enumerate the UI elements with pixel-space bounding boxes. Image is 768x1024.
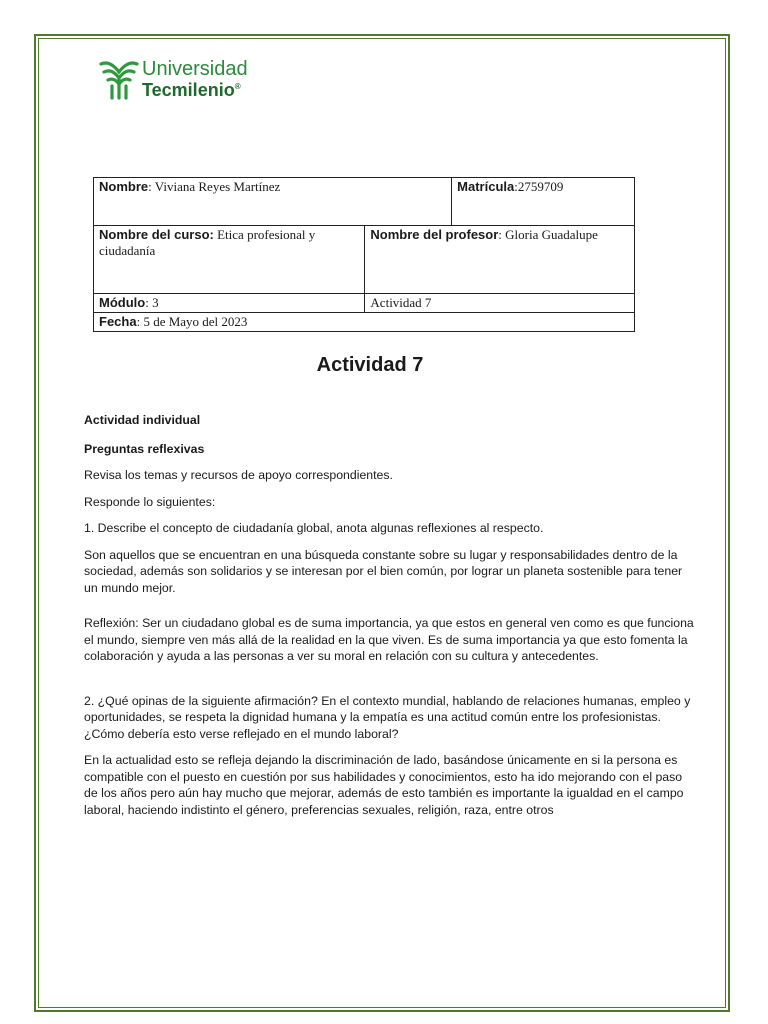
curso-cell: [94, 226, 365, 294]
modulo-label: Módulo: [99, 295, 146, 310]
document-title: Actividad 7: [316, 354, 424, 376]
actividad-value: Actividad 7: [370, 295, 432, 310]
profesor-label: Nombre del profesor: [370, 227, 499, 242]
registered-mark: ®: [234, 82, 241, 91]
fecha-value: : 5 de Mayo del 2023: [136, 314, 248, 329]
nombre-cell: [94, 178, 452, 226]
reflection-1: Reflexión: Ser un ciudadano global es de suma importancia, ya que estos en general ven como es que funciona el mundo, siempre ven más allá de la realidad en la que viven. Es de suma importancia ya que esto fomenta la colaboración y ayuda a las personas a ver su moral en relación con su cultura y antecedentes.: [84, 616, 694, 663]
document-body: [84, 412, 694, 818]
answer-2: En la actualidad esto se refleja dejando la discriminación de lado, basándose únicamente en si la persona es compatible con el puesto en cuestión por sus habilidades y conocimientos, esto ha ido mejorando con el paso de los años pero aún hay mucho que mejorar, además de esto también es importante la igualdad en el campo laboral, haciendo indistinto el género, preferencias sexuales, religión, raza, entre otros: [84, 753, 684, 817]
logo-tecmilenio-text: Tecmilenio: [142, 80, 235, 100]
nombre-label: Nombre: [99, 179, 149, 194]
answer-1: Son aquellos que se encuentran en una búsqueda constante sobre su lugar y responsabilidades dentro de la sociedad, además son solidarios y se interesan por el bien común, por lograr un planeta sostenible para tener un mundo mejor.: [84, 547, 683, 595]
student-info-table: [93, 177, 635, 332]
question-2: 2. ¿Qué opinas de la siguiente afirmación? En el contexto mundial, hablando de relaciones humanas, empleo y oportunidades, se respeta la dignidad humana y la empatía es una actitud común entre los profesionistas. ¿Cómo debería esto verse reflejado en el mundo laboral?: [84, 693, 691, 741]
question-1: 1. Describe el concepto de ciudadanía global, anota algunas reflexiones al respecto.: [84, 521, 544, 535]
fecha-cell: [94, 313, 635, 332]
matricula-value: :2759709: [514, 179, 564, 194]
curso-value: Etica profesional y ciudadanía: [99, 227, 316, 258]
matricula-label: Matrícula: [457, 179, 515, 194]
matricula-cell: [452, 178, 635, 226]
responde-paragraph: Responde lo siguientes:: [84, 494, 216, 509]
fecha-label: Fecha: [99, 314, 137, 329]
modulo-value: : 3: [145, 295, 159, 310]
heading-actividad-individual: Actividad individual: [84, 413, 201, 427]
nombre-value: : Viviana Reyes Martínez: [148, 179, 281, 194]
modulo-cell: [94, 294, 365, 313]
curso-label: Nombre del curso:: [99, 227, 214, 242]
profesor-cell: [365, 226, 635, 294]
profesor-value: : Gloria Guadalupe: [498, 227, 598, 242]
instruction-paragraph: Revisa los temas y recursos de apoyo correspondientes.: [84, 468, 393, 482]
tecmilenio-mark-icon: [98, 56, 140, 100]
university-logo: [98, 56, 258, 102]
logo-universidad-text: Universidad: [142, 58, 248, 80]
actividad-cell: [365, 294, 635, 313]
heading-preguntas-reflexivas: Preguntas reflexivas: [84, 441, 205, 456]
